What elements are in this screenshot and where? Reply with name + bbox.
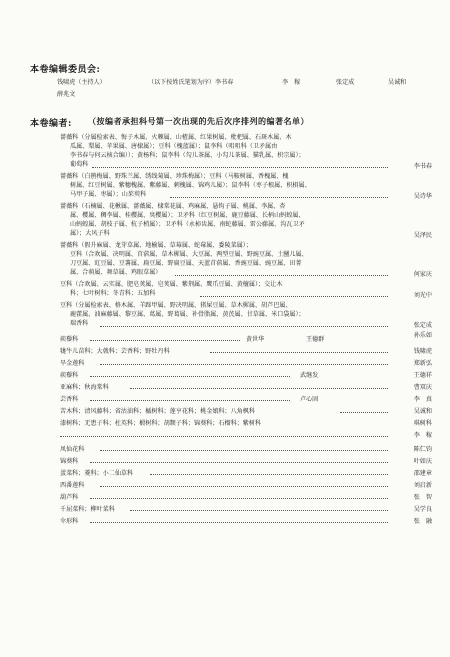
leader-dots	[90, 340, 240, 341]
family-name: 蛋菜科；菱科；小二仙草科	[60, 470, 134, 477]
entry-line: 瑞香科	[70, 320, 89, 327]
entry-line: 豆科（合欢属、云实属、肥皂荚属、皂荚属、紫荆属、鹰爪豆属、黄檀属）；交让木	[60, 281, 283, 288]
family-name: 旱金莲科	[60, 360, 85, 367]
entry-line: 蔷薇科（分属检索表、悔子木属、火棘属、山楂属、红果树属、枇杷属、石斑木属、木	[60, 134, 292, 141]
family-name: 凤仙花科	[60, 446, 85, 453]
family-name: 亚麻科；秋海棠科	[60, 384, 109, 391]
author-name: 曹双庆	[413, 384, 432, 391]
entry-line: 豆科（合欢属、决明属、苜蓿属、草木樨属、大豆属、两型豆属、野豌豆属、土圞儿属、	[70, 251, 308, 258]
family-name: 漆树科；无患子科；杜英科；椴树科；胡颓子科；锦葵科；石榴科；紫树科	[60, 420, 262, 427]
author-name: 邵建章	[413, 470, 432, 477]
committee-member: 张定成	[336, 79, 355, 86]
committee-member: 李 稼	[282, 79, 301, 86]
leader-dots	[100, 450, 388, 451]
entry-line: 马甲子属、枣属）；山茱萸科	[70, 191, 147, 198]
leader-dots	[92, 167, 388, 168]
author-name: 张 智	[413, 494, 432, 501]
entry-line: 蔷薇科（石楠属、花楸属、蔷薇属、棣棠花属、鸡麻属、悬钩子属、桃属、李属、杏	[60, 203, 286, 210]
leader-dots	[150, 474, 388, 475]
entry-line: 蔷薇科（假升麻属、龙芽草属、地榆属、草莓属、蛇莓属、委陵菜属）；	[60, 242, 252, 249]
leader-dots	[340, 412, 388, 413]
leader-dots	[210, 352, 388, 353]
leader-dots	[60, 436, 388, 437]
authors-note: （按编者承担科号第一次出现的先后次序排列的编著名单）	[88, 116, 309, 126]
family-name: 千屈菜科；柳叶菜科	[60, 506, 115, 513]
author-name: 吴诚和	[413, 408, 432, 415]
author-name: 琪树科	[413, 420, 432, 427]
entry-line: 李书春与何云核合编））；黄杨科；鼠李科（勾儿茶属、小勾儿茶属、猫乳属、枳宗属）；	[70, 152, 305, 159]
committee-member: 吴诚和	[388, 79, 407, 86]
entry-line: 瓜属、梨属、苹果属、唐棣属）；豆科（槐蓝属）；鼠李科（咀咀科（卫矛属由	[70, 143, 278, 150]
author-name: 陈仁钧	[413, 446, 432, 453]
author-name: 钱啸虎	[413, 348, 432, 355]
family-name: 锦葵科	[60, 458, 79, 465]
leader-dots	[90, 376, 290, 377]
entry-line: 蔷薇科（白鹃梅属、野珠兰属、绣线菊属、珍珠梅属）；豆科（马鞍树属、香槐属、槐	[60, 173, 289, 180]
author-name: 吴泽民	[413, 232, 432, 239]
leader-dots	[90, 498, 388, 499]
entry-line: 树属、红豆树属、紫穗槐属、紫藤属、刺槐属、锦鸡儿属）；鼠李科（枣子根属、枳椇属、	[70, 182, 311, 189]
family-name: 苦木科；清风藤科；省沽油科；槭树科；莲亨花科；桃金娘科；八角枫科	[60, 408, 255, 415]
leader-dots	[90, 462, 388, 463]
author-name: 刘启新	[413, 482, 432, 489]
author-name: 卢心固	[300, 396, 319, 403]
entry-line: 属、合萌属、舞草属、鸡眼草属）	[70, 269, 162, 276]
entry-line: 葡萄科	[70, 161, 89, 168]
family-name: 西番莲科	[60, 482, 85, 489]
committee-member: 薛兆文	[57, 91, 76, 98]
leader-dots	[170, 197, 388, 198]
author-name: 黄世华	[246, 336, 265, 343]
leader-dots	[130, 510, 388, 511]
family-name: 伞形科	[60, 518, 79, 525]
author-name: 吴诗华	[413, 193, 432, 200]
entry-line: 豆科（分属检索表、格木属、羊蹄甲属、野决明属、猪屎豆属、草木樨属、胡芦巴属、	[60, 302, 292, 309]
entry-line: 科；七叶树科；冬青科；五加科	[70, 290, 156, 297]
entry-line: 鹿藿属、油麻藤属、黎豆属、葛属、野葛属、补骨脂属、黄芪属、甘草属、米口袋属）；	[70, 311, 305, 318]
committee-title: 本卷编辑委员会:	[30, 65, 101, 75]
leader-dots	[100, 486, 388, 487]
family-name: 牻牛儿苗科；大戟科；芸香科；野牡丹科	[60, 348, 170, 355]
author-name: 刘光中	[413, 292, 432, 299]
leader-dots	[100, 326, 388, 327]
leader-dots	[175, 275, 388, 276]
author-name: 何家庆	[413, 271, 432, 278]
family-name: 芸香科	[60, 396, 79, 403]
author-name: 李书春	[413, 163, 432, 170]
entry-line: 刀豆属、豇豆属、豆薯属、扁豆属、野扁豆属、天蓝苜蓿属、香豌豆属、豌豆属、田菁	[70, 260, 302, 267]
leader-dots	[200, 296, 388, 297]
author-name: 李 真	[413, 396, 432, 403]
author-name: 张 融	[413, 518, 432, 525]
author-name: 叶如庆	[413, 458, 432, 465]
authors-title: 本卷编者:	[30, 119, 72, 129]
author-name: 张定成	[413, 322, 432, 329]
author-name: 武继发	[300, 372, 319, 379]
entry-line: 属）；大风子科	[70, 230, 110, 237]
author-name: 王德群	[306, 336, 325, 343]
leader-dots	[130, 388, 388, 389]
family-name: 葫芦科	[60, 494, 79, 501]
author-name: 郑新弘	[413, 360, 432, 367]
author-name: 李 稼	[413, 432, 432, 439]
leader-dots	[90, 522, 388, 523]
family-name: 蒺藜科	[60, 336, 79, 343]
author-name: 王德祥	[413, 372, 432, 379]
author-name: 孙乐如	[413, 332, 432, 339]
entry-line: 属、樱属、稠李属、桂樱属、臭樱属）；卫矛科（红豆树属、鹿豆藤属、长柄山蚂蝗属、	[70, 212, 305, 219]
entry-line: 山蚂蝗属、胡枝子属、杭子梢属）；卫矛科（永柿齿属、南蛇藤属、雷公藤属、沟瓦卫矛	[70, 221, 305, 228]
family-name: 蒺藜科	[60, 372, 79, 379]
author-name: 吴学良	[413, 506, 432, 513]
committee-member: 钱啸虎（主持人）	[57, 79, 106, 86]
leader-dots	[100, 364, 388, 365]
committee-note: （以下按姓氏笔划为序）李书春	[148, 79, 234, 86]
leader-dots	[90, 400, 290, 401]
